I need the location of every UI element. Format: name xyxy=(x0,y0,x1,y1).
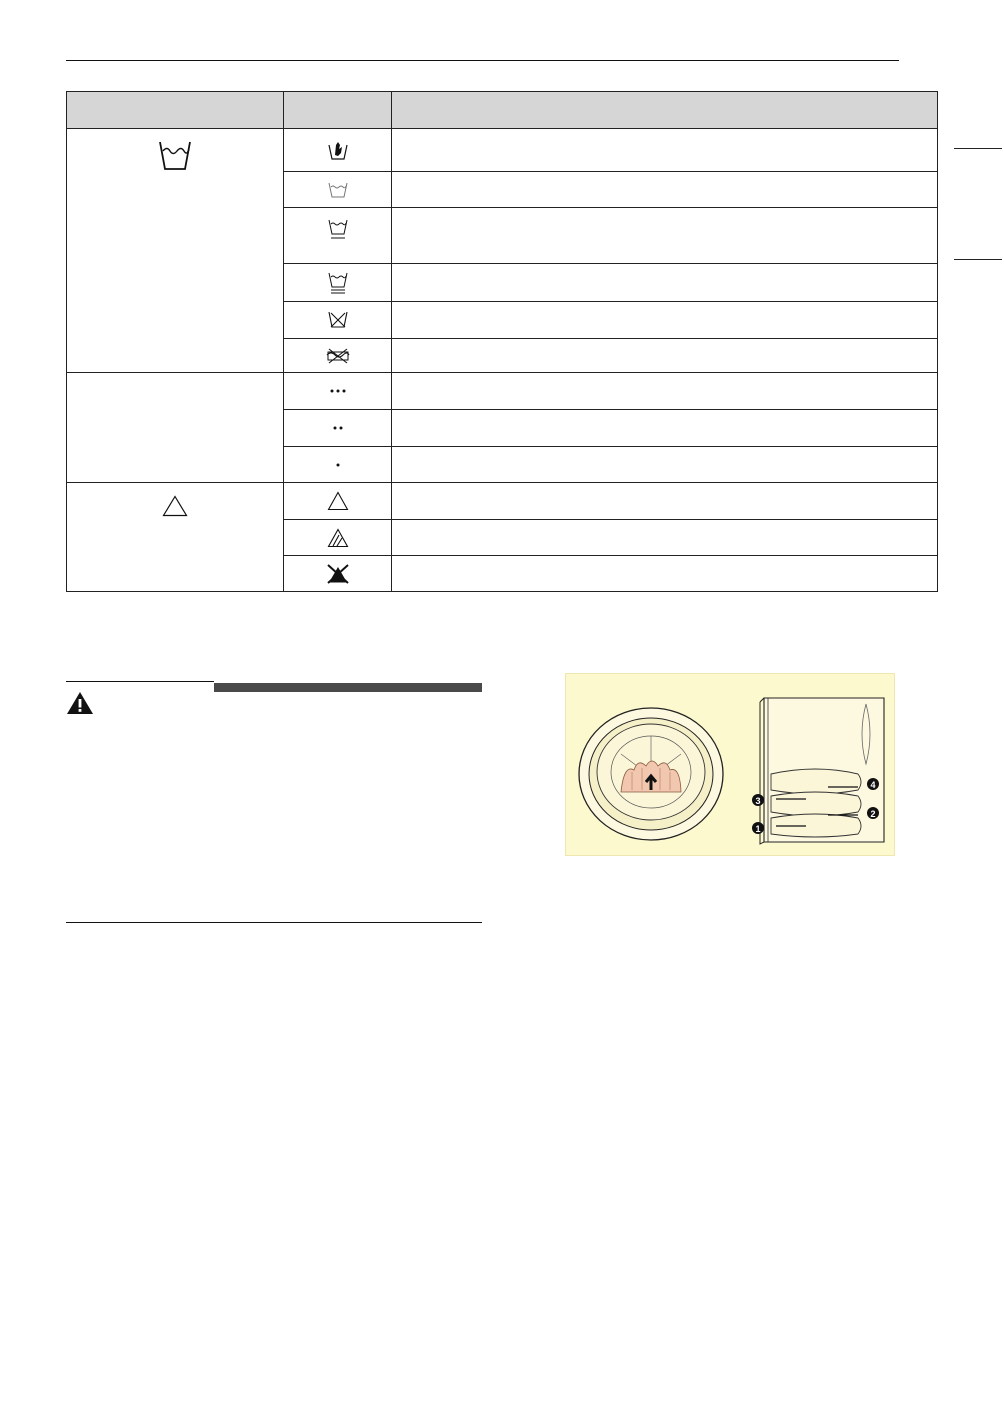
description xyxy=(392,208,938,264)
description xyxy=(392,447,938,483)
side-tab-marker-top xyxy=(954,148,1002,149)
symbol-three-dots xyxy=(284,373,392,410)
symbol-bleach-any xyxy=(284,483,392,520)
header-rule xyxy=(66,60,899,61)
symbol-two-dots xyxy=(284,410,392,447)
step-number: 2 xyxy=(870,809,876,819)
description xyxy=(392,556,938,592)
one-dot-icon xyxy=(335,461,341,469)
bleach-triangle-icon xyxy=(162,495,188,517)
side-tab-marker-bottom xyxy=(954,259,1002,260)
category-bleach xyxy=(67,483,284,592)
description xyxy=(392,302,938,339)
header-symbol xyxy=(284,92,392,129)
description xyxy=(392,410,938,447)
two-dots-icon xyxy=(332,424,344,432)
symbol-wash-gentle xyxy=(284,264,392,302)
wash-tub-normal-icon xyxy=(328,181,348,199)
category-wash xyxy=(67,129,284,373)
caution-header-bar xyxy=(214,683,482,692)
step-number: 3 xyxy=(755,796,761,806)
wash-tub-permanent-press-icon xyxy=(328,218,348,240)
wash-tub-gentle-icon xyxy=(328,271,348,295)
do-not-wash-icon xyxy=(327,310,349,330)
step-number: 4 xyxy=(870,780,876,790)
symbol-bleach-non-chlorine xyxy=(284,520,392,556)
symbol-one-dot xyxy=(284,447,392,483)
symbol-wash-normal xyxy=(284,172,392,208)
header-category xyxy=(67,92,284,129)
do-not-wring-icon xyxy=(325,347,351,365)
description xyxy=(392,520,938,556)
three-dots-icon xyxy=(329,387,347,395)
description xyxy=(392,483,938,520)
bleach-any-icon xyxy=(327,491,349,511)
caution-box xyxy=(66,681,482,923)
description xyxy=(392,264,938,302)
hand-wash-icon xyxy=(327,139,349,161)
symbol-do-not-wash xyxy=(284,302,392,339)
table-row xyxy=(67,483,938,520)
do-not-bleach-icon xyxy=(326,564,350,584)
symbol-hand-wash xyxy=(284,129,392,172)
symbol-do-not-wring xyxy=(284,339,392,373)
warning-triangle-icon xyxy=(66,691,94,715)
category-temperature xyxy=(67,373,284,483)
caution-bottom-rule xyxy=(66,922,482,923)
description xyxy=(392,172,938,208)
washer-drum-loading-illustration xyxy=(566,674,894,855)
caution-top-rule xyxy=(66,681,214,682)
step-number: 1 xyxy=(755,824,761,834)
description xyxy=(392,129,938,172)
table-row xyxy=(67,373,938,410)
header-description xyxy=(392,92,938,129)
loading-illustration xyxy=(565,673,895,856)
bleach-non-chlorine-icon xyxy=(327,528,349,548)
care-symbol-table xyxy=(66,91,938,592)
wash-tub-icon xyxy=(158,139,192,171)
description xyxy=(392,339,938,373)
table-header-row xyxy=(67,92,938,129)
symbol-do-not-bleach xyxy=(284,556,392,592)
table-row xyxy=(67,129,938,172)
description xyxy=(392,373,938,410)
symbol-wash-permanent-press xyxy=(284,208,392,264)
